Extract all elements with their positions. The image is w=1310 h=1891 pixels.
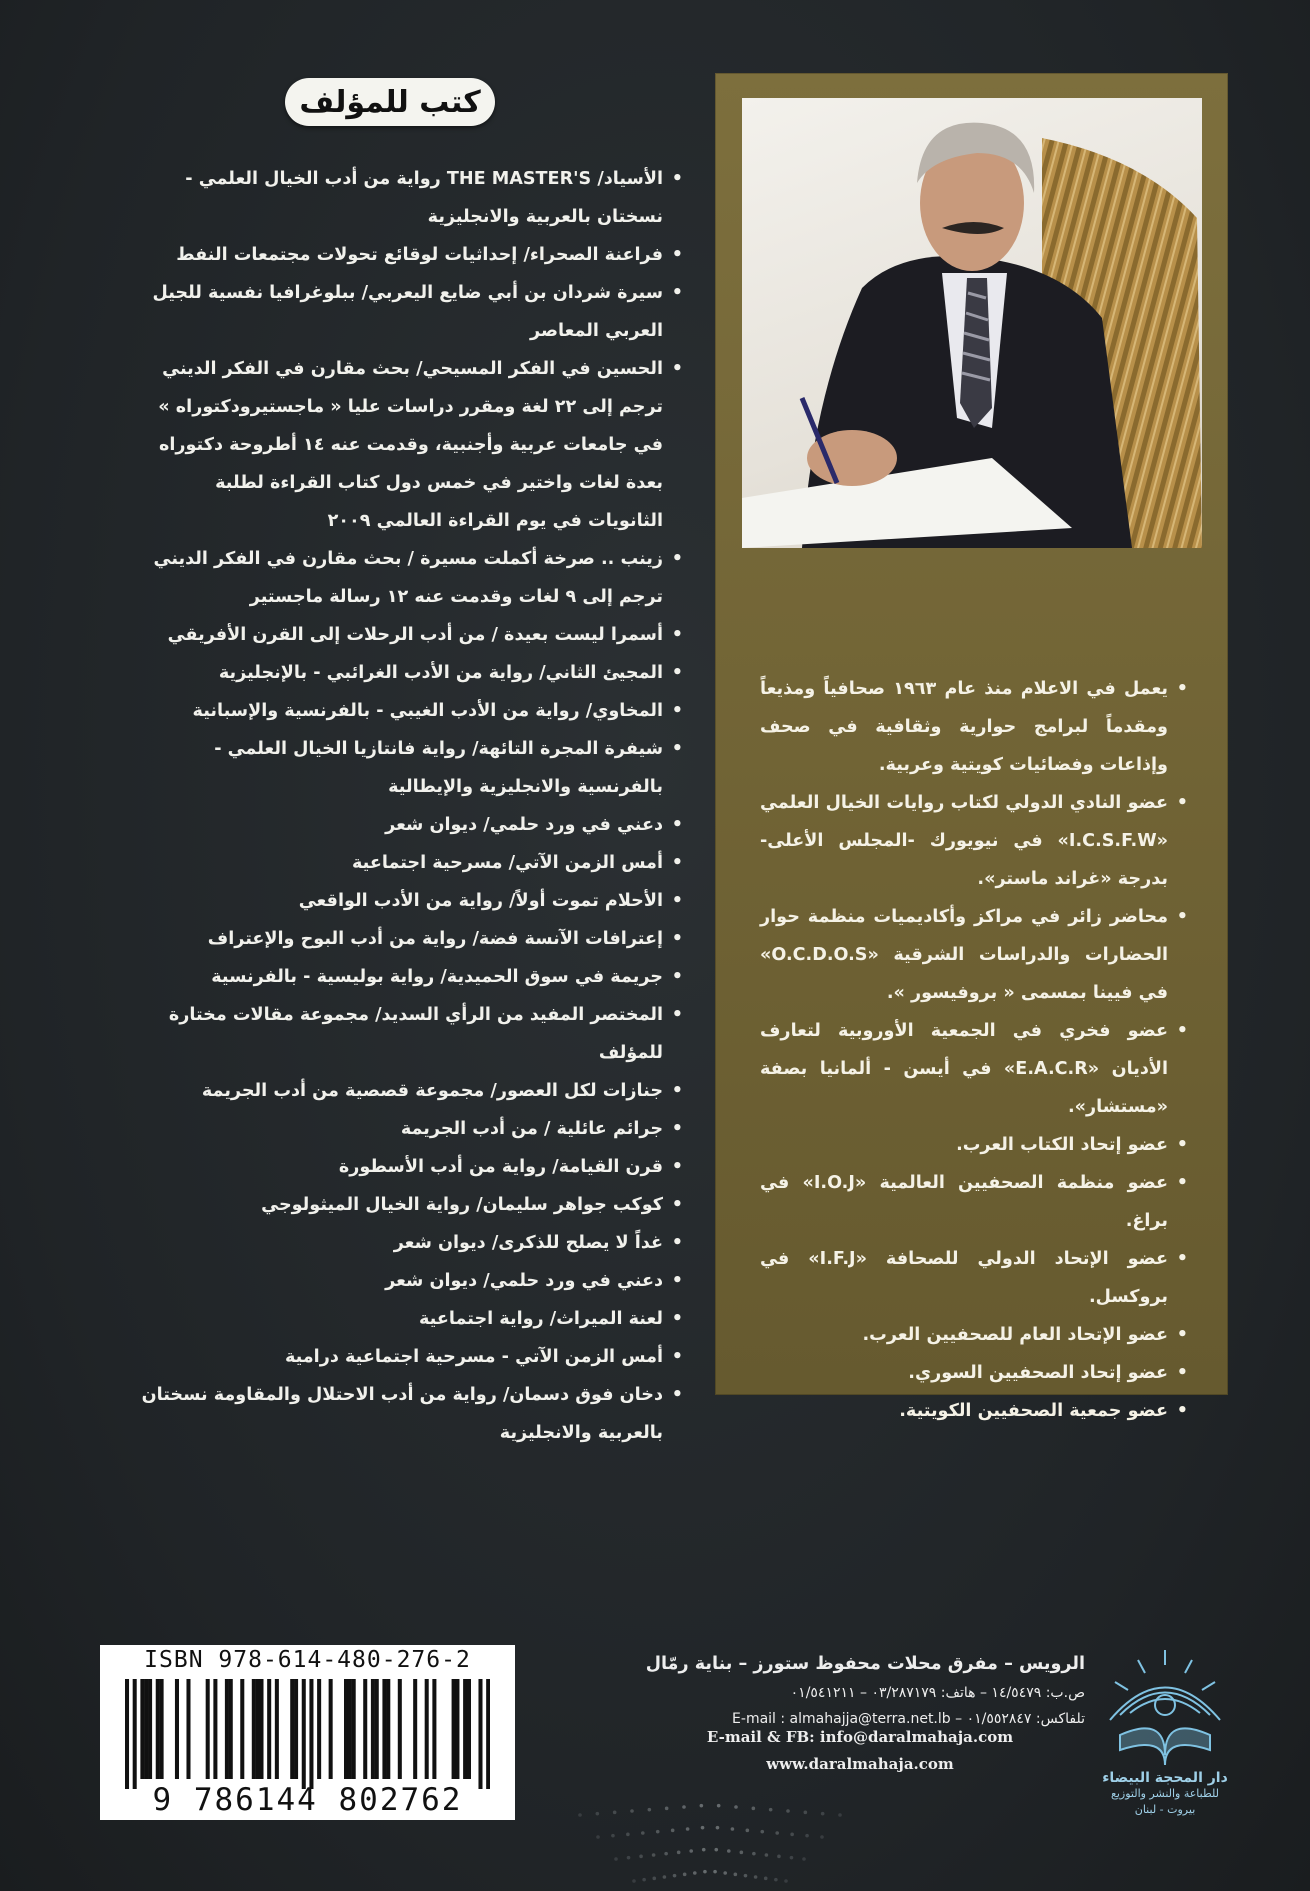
decorative-dot <box>752 1807 756 1811</box>
barcode-bar <box>478 1679 482 1789</box>
publisher-logo-city: بيروت - لبنان <box>1134 1803 1196 1816</box>
ean-number: 9 786144 802762 <box>152 1782 463 1818</box>
decorative-dot <box>683 1873 687 1877</box>
decorative-dot <box>701 1826 705 1830</box>
publisher-fax-email: تلفاكس: ٠١/٥٥٢٨٤٧ – E-mail : almahajja@terra.net.lb <box>732 1711 1085 1727</box>
barcode-bar <box>240 1679 244 1779</box>
book-item: • فراعنة الصحراء/ إحداثيات لوقائع تحولات مجتمعات النفط <box>140 236 685 274</box>
barcode-bar <box>160 1679 164 1779</box>
bio-item: • عضو جمعية الصحفيين الكويتية. <box>760 1392 1190 1430</box>
decorative-dot <box>703 1870 707 1874</box>
decorative-dot <box>740 1851 744 1855</box>
barcode-bar <box>382 1679 386 1779</box>
bio-item: • عضو منظمة الصحفيين العالمية «I.O.J» في براغ. <box>760 1164 1190 1240</box>
decorative-dot <box>677 1851 681 1855</box>
barcode-bar <box>267 1679 271 1779</box>
barcode-bar <box>413 1679 417 1779</box>
barcode-bar <box>352 1679 356 1779</box>
decorative-dot <box>790 1833 794 1837</box>
decorative-dot <box>744 1874 748 1878</box>
decorative-dot <box>820 1835 824 1839</box>
publisher-address: الرويس – مفرق محلات محفوظ ستورز – بناية رمّال <box>645 1654 1085 1674</box>
barcode-bar <box>186 1679 190 1779</box>
barcode-bar <box>148 1679 152 1779</box>
book-item: • قرن القيامة/ رواية من أدب الأسطورة <box>140 1148 685 1186</box>
section-title: كتب للمؤلف <box>285 78 495 126</box>
books-list <box>140 160 685 1452</box>
barcode-bar <box>317 1679 321 1779</box>
publisher-po-phone: ص.ب: ١٤/٥٤٧٩ – هاتف: ٠٣/٢٨٧١٧٩ – ٠١/٥٤١٢١١ <box>790 1685 1085 1701</box>
book-item: • دخان فوق دسمان/ رواية من أدب الاحتلال والمقاومة نسختان بالعربية والانجليزية <box>140 1376 685 1452</box>
publisher-website: www.daralmahaja.com <box>766 1755 954 1773</box>
decorative-dot <box>786 1809 790 1813</box>
decorative-dot <box>714 1848 718 1852</box>
decorative-dot <box>802 1857 806 1861</box>
isbn-number: ISBN 978-614-480-276-2 <box>144 1647 471 1673</box>
barcode-bar <box>329 1679 333 1779</box>
barcode-bar <box>256 1679 260 1779</box>
decorative-dot <box>693 1871 697 1875</box>
decorative-dot <box>639 1855 643 1859</box>
decorative-dot <box>760 1830 764 1834</box>
barcode-bar <box>455 1679 459 1779</box>
bio-item: • عضو فخري في الجمعية الأوروبية لتعارف الأديان «E.A.C.R» في أيسن - ألمانيا بصفة «مستشار». <box>760 1012 1190 1126</box>
bio-item: • عضو النادي الدولي لكتاب روايات الخيال العلمي «I.C.S.F.W» في نيويورك -المجلس الأعلى- بدرجة «غراند ماستر». <box>760 784 1190 898</box>
decorative-dot <box>716 1826 720 1830</box>
decorative-dot <box>611 1834 615 1838</box>
barcode-bar <box>175 1679 179 1779</box>
book-item: • المخاوي/ رواية من الأدب الغيبي - بالفرنسية والإسبانية <box>140 692 685 730</box>
decorative-dot <box>769 1808 773 1812</box>
barcode-bar <box>425 1679 429 1779</box>
decorative-dot <box>632 1879 636 1883</box>
barcode-bar <box>140 1679 144 1779</box>
publisher-logo-name: دار المحجة البيضاء <box>1102 1770 1228 1786</box>
book-item: • إعترافات الآنسة فضة/ رواية من أدب البوح والإعتراف <box>140 920 685 958</box>
barcode-bar <box>290 1679 294 1779</box>
book-item: • سيرة شردان بن أبي ضايع اليعربي/ ببلوغرافيا نفسية للجيل العربي المعاصر <box>140 274 685 350</box>
decorative-dot <box>630 1809 634 1813</box>
decorative-dots <box>560 1790 860 1890</box>
barcode-bar <box>363 1679 367 1779</box>
author-photo <box>742 98 1202 548</box>
barcode-bar <box>156 1679 160 1779</box>
author-portrait-image <box>742 98 1202 548</box>
decorative-dot <box>682 1805 686 1809</box>
barcode-bar <box>206 1679 210 1779</box>
barcode-bar <box>344 1679 348 1779</box>
book-item: • لعنة الميراث/ رواية اجتماعية <box>140 1300 685 1338</box>
decorative-dot <box>727 1849 731 1853</box>
decorative-dot <box>752 1852 756 1856</box>
barcode-bar <box>386 1679 390 1779</box>
book-item: • الأسياد/ THE MASTER'S رواية من أدب الخيال العلمي - نسختان بالعربية والانجليزية <box>140 160 685 236</box>
decorative-dot <box>652 1853 656 1857</box>
book-item: • دعني في ورد حلمي/ ديوان شعر <box>140 1262 685 1300</box>
decorative-dot <box>641 1831 645 1835</box>
decorative-dot <box>689 1849 693 1853</box>
decorative-dot <box>656 1830 660 1834</box>
barcode-bar <box>144 1679 148 1779</box>
decorative-dot <box>613 1811 617 1815</box>
barcode-bar <box>225 1679 229 1779</box>
bio-item: • محاضر زائر في مراكز وأكاديميات منظمة حوار الحضارات والدراسات الشرقية «O.C.D.O.S» في فيينا بمسمى « بروفيسور ». <box>760 898 1190 1012</box>
decorative-dot <box>642 1878 646 1882</box>
decorative-dot <box>673 1874 677 1878</box>
decorative-dot <box>764 1877 768 1881</box>
decorative-dot <box>648 1808 652 1812</box>
decorative-dot <box>790 1856 794 1860</box>
barcode-bar <box>467 1679 471 1779</box>
publisher-logo-sub: للطباعة والنشر والتوزيع <box>1110 1787 1219 1800</box>
decorative-dot <box>734 1873 738 1877</box>
book-item: • زينب .. صرخة أكملت مسيرة / بحث مقارن في الفكر الديني ترجم إلى ٩ لغات وقدمت عنه ١٢ رسالة ماجستير <box>140 540 685 616</box>
decorative-dot <box>804 1811 808 1815</box>
bio-item: • عضو الإتحاد الدولي للصحافة «I.F.J» في بروكسل. <box>760 1240 1190 1316</box>
book-item: • دعني في ورد حلمي/ ديوان شعر <box>140 806 685 844</box>
publisher-logo-text <box>1090 1770 1240 1818</box>
decorative-dot <box>627 1856 631 1860</box>
author-bio-list <box>760 670 1190 1430</box>
barcode-bar <box>463 1679 467 1779</box>
book-item: • أسمرا ليست بعيدة / من أدب الرحلات إلى القرن الأفريقي <box>140 616 685 654</box>
barcode-bar <box>275 1679 279 1779</box>
decorative-dot <box>671 1829 675 1833</box>
decorative-dot <box>578 1813 582 1817</box>
bio-item: • عضو إتحاد الصحفيين السوري. <box>760 1354 1190 1392</box>
publisher-email-fb: E-mail & FB: info@daralmahaja.com <box>706 1728 1014 1746</box>
isbn-barcode <box>100 1645 515 1820</box>
barcode-bar <box>229 1679 233 1779</box>
decorative-dot <box>777 1855 781 1859</box>
decorative-dot <box>614 1857 618 1861</box>
publisher-info <box>620 1648 1085 1732</box>
barcode-bar <box>452 1679 456 1779</box>
decorative-dot <box>652 1877 656 1881</box>
decorative-dot <box>838 1813 842 1817</box>
book-item: • أمس الزمن الآتي - مسرحية اجتماعية درامية <box>140 1338 685 1376</box>
decorative-dot <box>702 1848 706 1852</box>
book-item: • جنازات لكل العصور/ مجموعة قصصية من أدب الجريمة <box>140 1072 685 1110</box>
book-item: • الأحلام تموت أولاً/ رواية من الأدب الواقعي <box>140 882 685 920</box>
decorative-dot <box>713 1870 717 1874</box>
barcode-bar <box>371 1679 375 1779</box>
decorative-dot <box>731 1827 735 1831</box>
decorative-dot <box>596 1835 600 1839</box>
decorative-dot <box>665 1807 669 1811</box>
barcode-bar <box>125 1679 129 1789</box>
decorative-dot <box>717 1804 721 1808</box>
barcode-bar <box>213 1679 217 1779</box>
barcode-bar <box>259 1679 263 1779</box>
bio-item: • عضو إتحاد الكتاب العرب. <box>760 1126 1190 1164</box>
book-item: • جريمة في سوق الحميدية/ رواية بوليسية - بالفرنسية <box>140 958 685 996</box>
barcode-bar <box>309 1679 313 1789</box>
decorative-dot <box>746 1829 750 1833</box>
decorative-dot <box>596 1812 600 1816</box>
book-item: • غداً لا يصلح للذكرى/ ديوان شعر <box>140 1224 685 1262</box>
book-item: • الحسين في الفكر المسيحي/ بحث مقارن في الفكر الديني ترجم إلى ٢٢ لغة ومقرر دراسات عليا « ماجستيرودكتوراه » في جامعات عربية وأجنبية، وقدمت عنه ١٤ أطروحة دكتوراه بعدة لغات واختير في خمس دول كتاب القراءة لطلبة الثانويات في يوم القراءة العالمي ٢٠٠٩ <box>140 350 685 540</box>
book-item: • المجيئ الثاني/ رواية من الأدب الغرائبي - بالإنجليزية <box>140 654 685 692</box>
book-item: • شيفرة المجرة التائهة/ رواية فانتازيا الخيال العلمي - بالفرنسية والانجليزية والإيطالية <box>140 730 685 806</box>
book-item: • المختصر المفيد من الرأي السديد/ مجموعة مقالات مختارة للمؤلف <box>140 996 685 1072</box>
book-item: • أمس الزمن الآتي/ مسرحية اجتماعية <box>140 844 685 882</box>
decorative-dot <box>734 1805 738 1809</box>
barcode-bar <box>348 1679 352 1779</box>
barcode-bar <box>302 1679 306 1789</box>
decorative-dot <box>774 1878 778 1882</box>
bio-item: • عضو الإتحاد العام للصحفيين العرب. <box>760 1316 1190 1354</box>
decorative-dot <box>805 1834 809 1838</box>
barcode-bar <box>133 1679 137 1789</box>
barcode-bar <box>486 1679 490 1789</box>
decorative-dot <box>754 1875 758 1879</box>
decorative-dot <box>686 1827 690 1831</box>
bio-item: • يعمل في الاعلام منذ عام ١٩٦٣ صحافياً ومذيعاً ومقدماً لبرامج حوارية وثقافية في صحف وإذاعات وفضائيات كويتية وعربية. <box>760 670 1190 784</box>
barcode-bar <box>252 1679 256 1779</box>
decorative-dot <box>663 1875 667 1879</box>
barcode-bar <box>398 1679 402 1779</box>
decorative-dot <box>765 1853 769 1857</box>
book-item: • كوكب جواهر سليمان/ رواية الخيال الميثولوجي <box>140 1186 685 1224</box>
barcode-bar <box>432 1679 436 1779</box>
decorative-dot <box>664 1852 668 1856</box>
barcode-bars <box>125 1679 490 1789</box>
decorative-dot <box>700 1804 704 1808</box>
barcode-bar <box>375 1679 379 1779</box>
decorative-dot <box>723 1871 727 1875</box>
book-item: • جرائم عائلية / من أدب الجريمة <box>140 1110 685 1148</box>
barcode-bar <box>294 1679 298 1779</box>
decorative-dot <box>626 1833 630 1837</box>
decorative-dot <box>784 1879 788 1883</box>
decorative-dot <box>821 1812 825 1816</box>
decorative-dot <box>775 1831 779 1835</box>
